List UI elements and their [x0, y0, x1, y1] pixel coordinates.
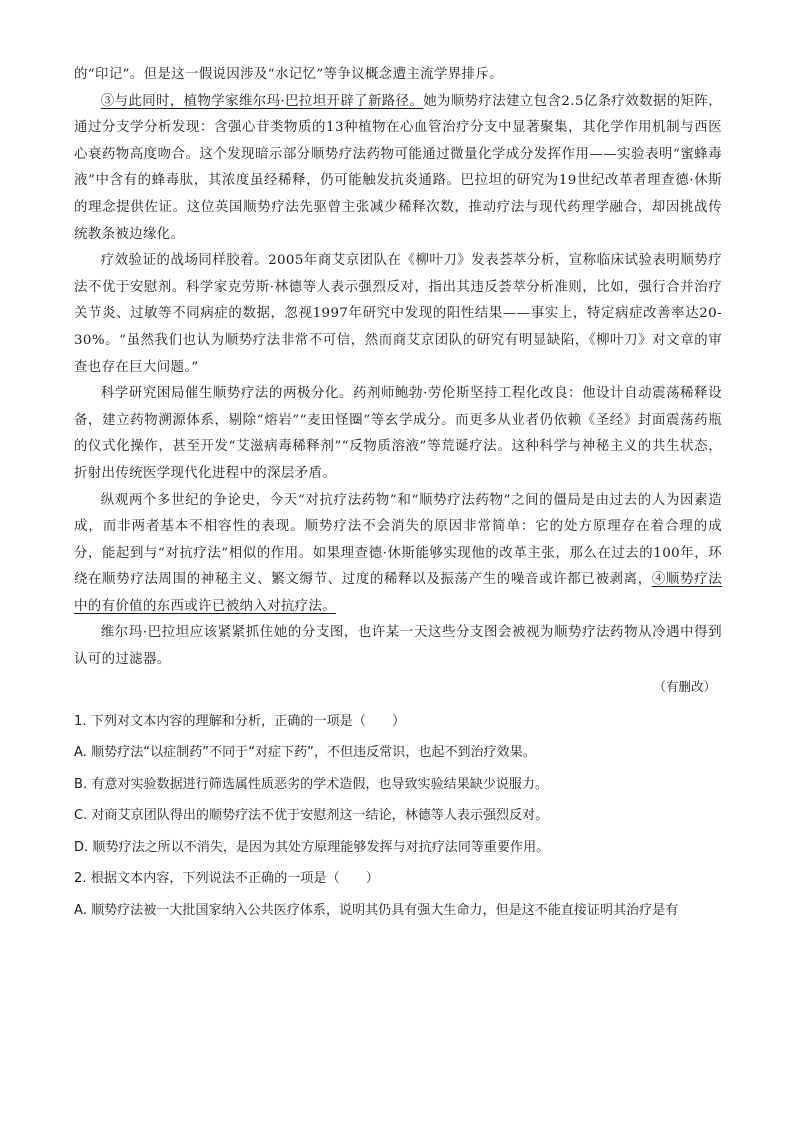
paragraph-review-text: 纵观两个多世纪的争论史，今天“对抗疗法药物”和“顺势疗法药物”之间的僵局是由过去的人为因素造成，而非两者基本不相容性的表现。顺势疗法不会消失的原因非常简单：它的处方原理存在着合理的成分，能起到与“对抗疗法”相似的作用。如果理查德·休斯能够实现他的改革主张，那么在过去的100年，环绕在顺势疗法周围的神秘主义、繁文缛节、过度的稀释以及振荡产生的噪音或许都已被剥离，	[74, 492, 722, 588]
underlined-sentence-3: ③与此同时，植物学家维尔玛·巴拉坦开辟了新路径。	[100, 93, 424, 109]
source-note: （有删改）	[653, 678, 716, 694]
paragraph-review	[74, 488, 722, 621]
paragraph-baratan-text: 她为顺势疗法建立包含2.5亿条疗效数据的矩阵，通过分支学分析发现：含强心苷类物质的13种植物在心血管治疗分支中显著聚集，其化学作用机制与西医心衰药物高度吻合。这个发现暗示部分顺势疗法药物可能通过微量化学成分发挥作用——实验表明“蜜蜂毒液”中含有的蜂毒肽，其浓度虽经稀释，仍可能触发抗炎通路。巴拉坦的研究为19世纪改革者理查德·休斯的理念提供佐证。这位英国顺势疗法先驱曾主张减少稀释次数，推动疗法与现代药理学融合，却因挑战传统教条被边缘化。	[74, 93, 723, 242]
paragraph-conclusion: 维尔玛·巴拉坦应该紧紧抓住她的分支图，也许某一天这些分支图会被视为顺势疗法药物从冷遇中得到认可的过滤器。	[74, 625, 722, 668]
paragraph-polarization: 科学研究困局催生顺势疗法的两极分化。药剂师鲍勃·劳伦斯坚持工程化改良：他设计自动震荡稀释设备，建立药物溯源体系，剔除“熔岩”“麦田怪圈”等玄学成分。而更多从业者仍依赖《圣经》封面震荡药瓶的仪式化操作，甚至开发“艾滋病毒稀释剂”“反物质溶液”等荒诞疗法。这种科学与神秘主义的共生状态，折射出传统医学现代化进程中的深层矛盾。	[74, 386, 722, 481]
question-stem: 1. 下列对文本内容的理解和分析，正确的一项是（ ）	[74, 713, 406, 729]
question-2	[74, 863, 722, 926]
option-a: A. 顺势疗法被一大批国家纳入公共医疗体系，说明其仍具有强大生命力，但是这不能直接证明其治疗是有	[74, 902, 679, 918]
paragraph-baratan	[74, 89, 722, 249]
document-page	[74, 62, 722, 926]
question-stem: 2. 根据文本内容，下列说法不正确的一项是（ ）	[74, 871, 380, 887]
paragraph-continuation: 的“印记”。但是这一假说因涉及“水记忆”等争议概念遭主流学界排斥。	[74, 67, 503, 82]
option-c: C. 对商艾京团队得出的顺势疗法不优于安慰剂这一结论，林德等人表示强烈反对。	[74, 808, 549, 824]
option-d: D. 顺势疗法之所以不消失，是因为其处方原理能够发挥与对抗疗法同等重要作用。	[74, 839, 550, 855]
option-a: A. 顺势疗法“以症制药”不同于“对症下药”，不但违反常识，也起不到治疗效果。	[74, 745, 536, 761]
question-1	[74, 706, 722, 864]
underlined-sentence-4: ④顺势疗法中的有价值的东西或许已被纳入对抗疗法。	[74, 572, 722, 614]
paragraph-efficacy: 疗效验证的战场同样胶着。2005年商艾京团队在《柳叶刀》发表荟萃分析，宣称临床试验表明顺势疗法不优于安慰剂。科学家克劳斯·林德等人表示强烈反对，指出其违反荟萃分析准则，比如，强行合并治疗关节炎、过敏等不同病症的数据，忽视1997年研究中发现的阳性结果——事实上，特定病症改善率达20-30%。“虽然我们也认为顺势疗法非常不可信，然而商艾京团队的研究有明显缺陷，《柳叶刀》对文章的审查也存在巨大问题。”	[74, 253, 722, 375]
option-b: B. 有意对实验数据进行筛选属性质恶劣的学术造假，也导致实验结果缺少说服力。	[74, 776, 549, 792]
